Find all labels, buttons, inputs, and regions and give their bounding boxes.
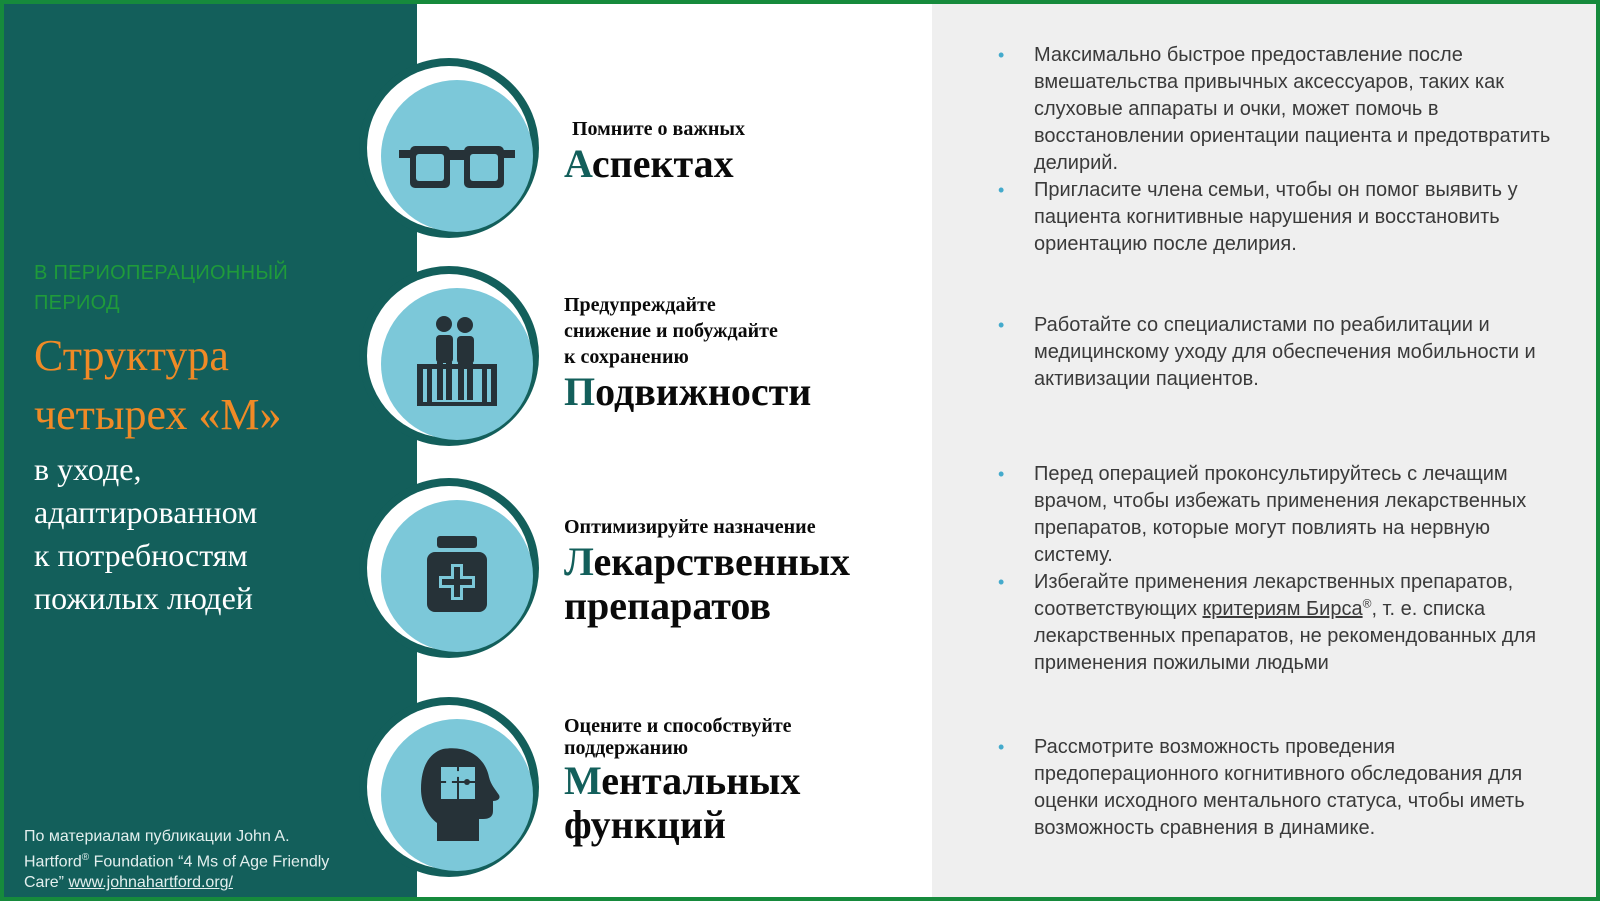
title-line-2: четырех «М» <box>34 390 282 439</box>
bullet-item: • Избегайте применения лекарственных препаратов, соответствующих критериям Бирса®, т. е. списка лекарственных препаратов, не рекомендованных для применения пожилыми людьми <box>998 571 1537 674</box>
subtitle-line-2: адаптированном <box>34 494 258 530</box>
source-link[interactable]: www.johnahartford.org/ <box>68 874 233 892</box>
row-keyword-line-2: функций <box>564 802 726 847</box>
row-prompt-line-2: поддержанию <box>564 737 689 759</box>
registered-mark: ® <box>1362 596 1372 611</box>
keyword-initial: Л <box>564 539 594 584</box>
row-mentation <box>359 697 929 877</box>
subtitle-line-1: в уходе, <box>34 451 142 487</box>
source-registered-mark: ® <box>81 852 90 863</box>
row-prompt: Оптимизируйте назначение <box>564 516 816 538</box>
row-keyword-line-2: препаратов <box>564 583 772 628</box>
title-line-1: Структура <box>34 331 229 380</box>
bullet-dot: • <box>998 572 1005 592</box>
icon-ring <box>359 58 539 238</box>
row-prompt-line-2: снижение и побуждайте <box>564 320 778 342</box>
bullet-dot: • <box>998 45 1005 65</box>
bullet-item: • Пригласите члена семьи, чтобы он помог выявить у пациента когнитивные нарушения и восстановить ориентацию после делирия. <box>998 179 1518 255</box>
keyword-initial: П <box>564 369 596 414</box>
row-prompt: Помните о важных <box>572 118 745 140</box>
kicker-line-2: ПЕРИОД <box>34 292 120 314</box>
row-mobility <box>359 266 929 446</box>
bullet-dot: • <box>998 464 1005 484</box>
bullet-list-mobility <box>962 312 1552 393</box>
source-note <box>24 826 354 893</box>
row-keyword <box>564 540 850 584</box>
keyword-rest: спектах <box>591 141 734 186</box>
source-text: По материалам публикации John A. Hartford <box>24 828 290 871</box>
keyword-initial: М <box>564 758 602 803</box>
right-panel <box>932 4 1600 901</box>
row-keyword <box>564 759 800 803</box>
bullet-dot: • <box>998 737 1005 757</box>
icon-ring <box>359 697 539 877</box>
row-aspects <box>359 58 929 238</box>
keyword-initial: А <box>564 141 592 186</box>
subtitle-line-4: пожилых людей <box>34 580 253 616</box>
row-medication <box>359 478 929 658</box>
main-title-subtext <box>34 448 394 620</box>
row-prompt-line-1: Оцените и способствуйте <box>564 715 792 737</box>
bullet-dot: • <box>998 315 1005 335</box>
row-prompt-line-3: к сохранению <box>564 346 689 368</box>
icon-ring <box>359 478 539 658</box>
subtitle-line-3: к потребностям <box>34 537 248 573</box>
row-keyword <box>564 142 745 186</box>
bullet-list-medication <box>962 461 1552 677</box>
row-prompt-line-1: Предупреждайте <box>564 294 716 316</box>
left-panel <box>4 4 417 901</box>
kicker-label <box>34 258 334 318</box>
brain-puzzle-icon <box>381 719 533 871</box>
kicker-line-1: В ПЕРИОПЕРАЦИОННЫЙ <box>34 262 289 284</box>
bullet-item: • Максимально быстрое предоставление после вмешательства привычных аксессуаров, таких как слуховые аппараты и очки, может помочь в восстановлении ориентации пациента и предотвратить делирий. <box>998 44 1551 174</box>
bullet-list-mentation <box>962 734 1552 842</box>
medicine-bottle-icon <box>381 500 533 652</box>
bullet-item: • Перед операцией проконсультируйтесь с лечащим врачом, чтобы избежать применения лекарственных препаратов, которые могут повлиять на нервную систему. <box>998 463 1527 566</box>
keyword-rest: екарственных <box>593 539 851 584</box>
mobility-walker-icon <box>381 288 533 440</box>
keyword-rest: ентальных <box>601 758 801 803</box>
glasses-icon <box>381 80 533 232</box>
main-title-highlight <box>34 326 394 444</box>
source-text-2: Foundation “4 Ms of Age Friendly Care” <box>24 853 330 892</box>
row-keyword <box>564 370 811 414</box>
keyword-rest: одвижности <box>595 369 812 414</box>
beers-criteria-link[interactable]: критериям Бирса <box>1202 598 1363 620</box>
bullet-dot: • <box>998 180 1005 200</box>
icon-ring <box>359 266 539 446</box>
bullet-item: • Рассмотрите возможность проведения предоперационного когнитивного обследования для оценки исходного ментального статуса, чтобы иметь возможность сравнения в динамике. <box>998 736 1525 839</box>
bullet-list-aspects <box>962 42 1552 258</box>
bullet-item: • Работайте со специалистами по реабилитации и медицинскому уходу для обеспечения мобильности и активизации пациентов. <box>998 314 1536 390</box>
